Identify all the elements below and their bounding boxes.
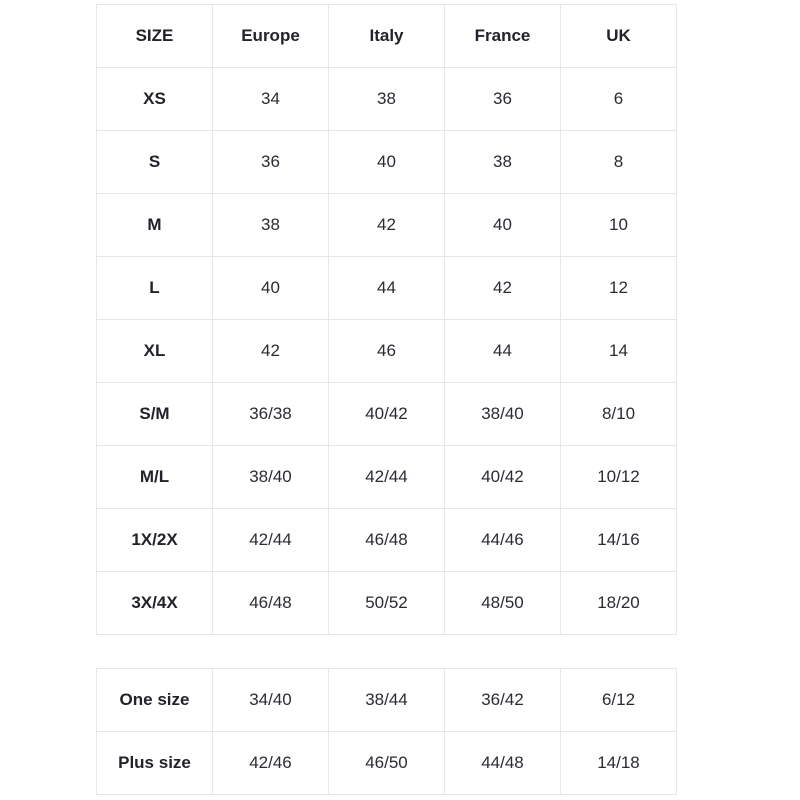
cell-europe: 42/44: [213, 509, 329, 572]
cell-europe: 34: [213, 68, 329, 131]
table-row: [97, 446, 677, 509]
table-row: [97, 320, 677, 383]
cell-europe: 38/40: [213, 446, 329, 509]
cell-france: 44: [445, 320, 561, 383]
cell-size: S: [97, 131, 213, 194]
main-size-table-container: [96, 4, 676, 635]
cell-france: 38/40: [445, 383, 561, 446]
table-header-row: [97, 5, 677, 68]
cell-europe: 42: [213, 320, 329, 383]
table-row: [97, 572, 677, 635]
cell-uk: 10: [561, 194, 677, 257]
cell-size: XL: [97, 320, 213, 383]
cell-france: 40/42: [445, 446, 561, 509]
cell-france: 36: [445, 68, 561, 131]
cell-france: 44/48: [445, 732, 561, 795]
cell-italy: 38/44: [329, 669, 445, 732]
cell-europe: 36: [213, 131, 329, 194]
column-header-italy: Italy: [329, 5, 445, 68]
cell-italy: 44: [329, 257, 445, 320]
cell-italy: 46: [329, 320, 445, 383]
cell-france: 38: [445, 131, 561, 194]
cell-france: 42: [445, 257, 561, 320]
table-row: [97, 257, 677, 320]
cell-europe: 42/46: [213, 732, 329, 795]
cell-size: M/L: [97, 446, 213, 509]
table-body: [97, 669, 677, 795]
cell-uk: 12: [561, 257, 677, 320]
cell-europe: 34/40: [213, 669, 329, 732]
cell-italy: 42/44: [329, 446, 445, 509]
table-row: [97, 732, 677, 795]
cell-italy: 40/42: [329, 383, 445, 446]
cell-france: 44/46: [445, 509, 561, 572]
cell-uk: 6/12: [561, 669, 677, 732]
cell-size: 1X/2X: [97, 509, 213, 572]
cell-italy: 40: [329, 131, 445, 194]
cell-italy: 50/52: [329, 572, 445, 635]
cell-size: XS: [97, 68, 213, 131]
cell-size: M: [97, 194, 213, 257]
column-header-france: France: [445, 5, 561, 68]
cell-france: 40: [445, 194, 561, 257]
table-row: [97, 383, 677, 446]
cell-italy: 46/48: [329, 509, 445, 572]
cell-europe: 40: [213, 257, 329, 320]
cell-uk: 18/20: [561, 572, 677, 635]
column-header-size: SIZE: [97, 5, 213, 68]
cell-uk: 8/10: [561, 383, 677, 446]
cell-uk: 14/18: [561, 732, 677, 795]
table-row: [97, 509, 677, 572]
cell-europe: 46/48: [213, 572, 329, 635]
table-body: [97, 68, 677, 635]
cell-italy: 46/50: [329, 732, 445, 795]
cell-france: 48/50: [445, 572, 561, 635]
table-row: [97, 669, 677, 732]
cell-europe: 38: [213, 194, 329, 257]
column-header-europe: Europe: [213, 5, 329, 68]
table-row: [97, 131, 677, 194]
cell-france: 36/42: [445, 669, 561, 732]
cell-italy: 38: [329, 68, 445, 131]
table-row: [97, 194, 677, 257]
cell-uk: 8: [561, 131, 677, 194]
main-size-table: [96, 4, 677, 635]
secondary-size-table-container: [96, 668, 676, 795]
cell-europe: 36/38: [213, 383, 329, 446]
cell-size: L: [97, 257, 213, 320]
table-header: [97, 5, 677, 68]
column-header-uk: UK: [561, 5, 677, 68]
cell-uk: 6: [561, 68, 677, 131]
table-row: [97, 68, 677, 131]
cell-italy: 42: [329, 194, 445, 257]
cell-size: S/M: [97, 383, 213, 446]
cell-size: 3X/4X: [97, 572, 213, 635]
cell-uk: 14: [561, 320, 677, 383]
cell-size: Plus size: [97, 732, 213, 795]
cell-uk: 10/12: [561, 446, 677, 509]
secondary-size-table: [96, 668, 677, 795]
cell-uk: 14/16: [561, 509, 677, 572]
cell-size: One size: [97, 669, 213, 732]
